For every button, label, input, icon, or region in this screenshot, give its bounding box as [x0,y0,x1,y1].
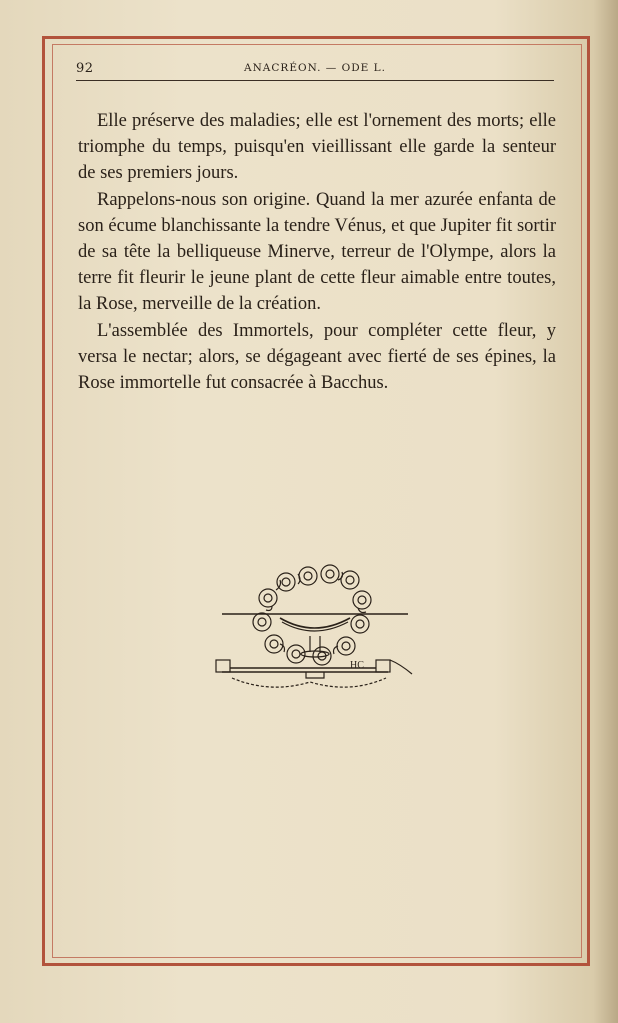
body-text [78,108,556,396]
monogram: HC [350,660,364,671]
paragraph: Elle préserve des maladies; elle est l'ornement des morts; elle triomphe du temps, puisqu'en vieillissant elle garde la senteur de ses premiers jours. [78,111,556,184]
pedestal-icon [216,660,412,687]
page-number: 92 [76,61,94,76]
running-head: ANACRÉON. — ODE L. [244,62,386,74]
cup-icon [222,614,408,657]
rose-wreath-vignette [210,560,420,695]
rose-wreath-icon [253,565,371,665]
paragraph: L'assemblée des Immortels, pour compléter cette fleur, y versa le nectar; alors, se dégageant avec fierté de ses épines, la Rose immortelle fut consacrée à Bacchus. [78,320,556,394]
vignette-illustration [210,560,420,695]
page-header [76,58,554,81]
paragraph: Rappelons-nous son origine. Quand la mer azurée enfanta de son écume blanchissante la tendre Vénus, et que Jupiter fit sortir de sa tête la belliqueuse Minerve, terreur de l'Olympe, alors la terre fit fleurir le jeune plant de cette fleur aimable entre toutes, la Rose, merveille de la création. [78,189,556,315]
